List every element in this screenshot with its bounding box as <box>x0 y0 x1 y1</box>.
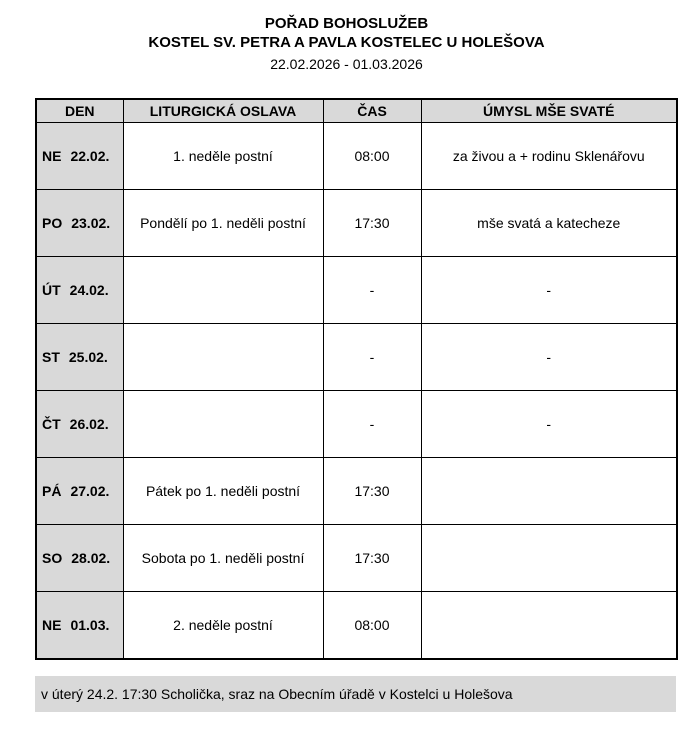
day-cell <box>36 592 123 659</box>
time-cell: 08:00 <box>323 123 421 190</box>
table-row <box>36 190 677 257</box>
day-abbr: NE <box>42 148 62 164</box>
celebration-cell: Sobota po 1. neděli postní <box>123 525 323 592</box>
day-cell <box>36 257 123 324</box>
day-date: 26.02. <box>69 416 109 432</box>
page-subtitle: KOSTEL SV. PETRA A PAVLA KOSTELEC U HOLEŠOVA <box>148 34 545 51</box>
time-cell: 17:30 <box>323 190 421 257</box>
table-row <box>36 324 677 391</box>
table-row <box>36 592 677 659</box>
day-cell <box>36 123 123 190</box>
time-cell: 17:30 <box>323 525 421 592</box>
time-cell: 17:30 <box>323 458 421 525</box>
day-abbr: PO <box>42 215 63 231</box>
intention-cell: - <box>421 391 677 458</box>
day-date: 24.02. <box>69 282 109 298</box>
column-header-celebration: LITURGICKÁ OSLAVA <box>123 99 323 123</box>
day-date: 27.02. <box>70 483 110 499</box>
page-title: POŘAD BOHOSLUŽEB <box>264 15 429 32</box>
footer-note: v úterý 24.2. 17:30 Scholička, sraz na Obecním úřadě v Kostelci u Holešova <box>35 676 676 712</box>
celebration-cell: 2. neděle postní <box>123 592 323 659</box>
day-date: 01.03. <box>70 616 110 633</box>
day-abbr: ST <box>42 349 60 365</box>
date-range: 22.02.2026 - 01.03.2026 <box>270 56 423 72</box>
table-row <box>36 525 677 592</box>
table-header-row <box>36 99 677 123</box>
table-row <box>36 458 677 525</box>
schedule-table <box>35 98 678 660</box>
celebration-cell <box>123 391 323 458</box>
day-cell <box>36 525 123 592</box>
day-abbr: ČT <box>42 416 61 432</box>
table-row <box>36 123 677 190</box>
intention-cell: - <box>421 324 677 391</box>
day-abbr: ÚT <box>42 282 61 298</box>
celebration-cell: 1. neděle postní <box>123 123 323 190</box>
celebration-cell: Pondělí po 1. neděli postní <box>123 190 323 257</box>
table-row <box>36 257 677 324</box>
day-cell <box>36 324 123 391</box>
intention-cell: mše svatá a katecheze <box>421 190 677 257</box>
day-date: 22.02. <box>70 148 110 164</box>
day-abbr: SO <box>42 550 63 566</box>
column-header-intention: ÚMYSL MŠE SVATÉ <box>421 99 677 123</box>
day-date: 25.02. <box>68 349 108 365</box>
table-row <box>36 391 677 458</box>
day-cell <box>36 391 123 458</box>
day-cell <box>36 190 123 257</box>
column-header-time: ČAS <box>323 99 421 123</box>
time-cell: 08:00 <box>323 592 421 659</box>
column-header-day: DEN <box>36 99 123 123</box>
time-cell: - <box>323 391 421 458</box>
celebration-cell: Pátek po 1. neděli postní <box>123 458 323 525</box>
celebration-cell <box>123 324 323 391</box>
day-date: 28.02. <box>71 550 111 566</box>
intention-cell: za živou a + rodinu Sklenářovu <box>421 123 677 190</box>
day-abbr: NE <box>42 616 62 633</box>
intention-cell <box>421 525 677 592</box>
day-abbr: PÁ <box>42 483 62 499</box>
time-cell: - <box>323 324 421 391</box>
celebration-cell <box>123 257 323 324</box>
intention-cell <box>421 592 677 659</box>
time-cell: - <box>323 257 421 324</box>
day-cell <box>36 458 123 525</box>
document-header <box>0 0 693 73</box>
intention-cell <box>421 458 677 525</box>
intention-cell: - <box>421 257 677 324</box>
day-date: 23.02. <box>71 215 111 231</box>
